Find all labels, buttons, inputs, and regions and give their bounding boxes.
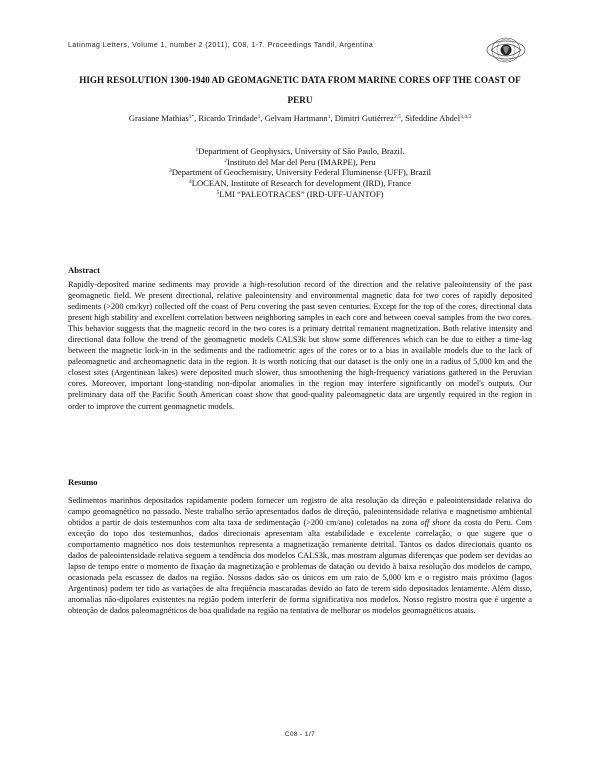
affiliation-text: Department of Geochemistry, University Federal Fluminense (UFF), Brazil: [171, 167, 432, 178]
author-list: Grasiane Mathias$^{1*}$, Ricardo Trindade$^1$, Gelvam Hartmann$^1$, Dimitri Gutiérrez$^{2,5}$, Sifeddine Abdel$^{3,4,5}$: [128, 113, 472, 123]
resumo-text-part1: Sedimentos marinhos depositados rapidamente podem fornecer um registro de alta resolução da direção e paleointensidade relativa do campo geomagnético no passado. Neste trabalho serão apresentados dados de direção, paleointensidade relativa e magnetismo ambiental obtidos a partir de dois testemunhos com alta taxa de sedimentação (>200 cm/ano) coletados na zona: [68, 496, 532, 528]
author-affiliation-mark: 1*: [188, 114, 195, 120]
affiliation-line: [68, 189, 532, 200]
author-name: Grasiane Mathias: [128, 113, 189, 123]
resumo-text: [68, 495, 532, 617]
affiliation-line: [68, 178, 532, 189]
affiliation-text: Instituto del Mar del Peru (IMARPE), Peru: [227, 156, 376, 167]
affiliation-list: [68, 146, 532, 200]
author-name: Ricardo Trindade: [198, 113, 258, 123]
author-name: Dimitri Gutiérrez: [334, 113, 394, 123]
author-affiliation-mark: 2,5: [393, 114, 401, 120]
affiliation-number: 5: [216, 189, 220, 196]
affiliation-number: 2: [224, 157, 228, 164]
affiliation-line: [68, 167, 532, 178]
affiliation-number: 3: [168, 168, 172, 175]
latinmag-logo-icon: [485, 36, 527, 64]
affiliation-number: 1: [195, 147, 199, 153]
resumo-text-part2: da costa do Peru. Com exceção do topo dos testemunhos, dados direcionais apresentam alta estabilidade e excelente correlação, o que sugere que o comportamento magnético nos dois testemunhos representa a magnetização remanente detrital. Tantos os dados direcionais quanto os dados de paleointensidade relativa seguem a tendência dos modelos CALS3k, mas mostram algumas diferenças que podem ser devidas ao lapso de tempo entre o momento de fixação da magnetização e problemas de datação ou devido à baixa resolução dos modelos de campo, ocasionada pela escassez de dados na região. Nossos dados são os únicos em um raio de 5,000 km e o registro mais próximo (lagos Argentinos) podem ter tido as variações de alta freqüência mascaradas devido ao fato de terem sido depositados lentamente. Além disso, anomalias não-dipolares existentes na região podem interferir de forma significativa nos modelos. Nosso registro mostra que é urgente a obtenção de dados paleomagnéticos de boa qualidade na região na tentativa de melhorar os modelos geomagnéticos atuais.: [68, 518, 532, 616]
author-affiliation-mark: 3,4,5: [460, 114, 472, 120]
resumo-italic-term: off shore: [420, 518, 451, 528]
affiliation-number: 4: [188, 179, 192, 186]
page-footer: C08 - 1/7: [284, 731, 316, 738]
author-affiliation-mark: 1: [327, 114, 331, 120]
abstract-heading: Abstract: [68, 265, 100, 275]
abstract-text: Rapidly-deposited marine sediments may provide a high-resolution record of the direction and the relative paleointensity of the past geomagnetic field. We present directional, relative paleointensity and environmental magnetic data for two cores of rapidly deposited sediments (>200 cm/kyr) collected off the coast of Peru covering the past seven centuries. Except for the top of the cores, directional data present high stability and excellent correlation between neighboring samples in each core and between coeval samples from the two cores. This behavior suggests that the magnetic record in the two cores is a primary detrital remanent magnetization. Both relative intensity and directional data follow the trend of the geomagnetic models CALS3k but show some differences which can be due to either a time-lag between the magnetic lock-in in the sediments and the radiometric ages of the cores or to a bias in available models due to the lack of paleomagnetic and archeomagnetic data in the region. It is worth noticing that our dataset is the only one in a radius of 5,000 km and the closest sites (Argentinean lakes) were deposited much slower, thus smoothening the high-frequency variations gathered in the Peruvian cores. Moreover, important long-standing non-dipolar anomalies in the region may interfere significantly on model's outputs. Our preliminary data off the Pacific South American coast show that good-quality paleomagnetic data are urgently required in the region in order to improve the current geomagnetic models.: [68, 280, 532, 411]
journal-header: Latinmag Letters, Volume 1, number 2 (2011), C08, 1-7. Proceedings Tandil, Argentina: [68, 42, 374, 49]
paper-title: HIGH RESOLUTION 1300-1940 AD GEOMAGNETIC DATA FROM MARINE CORES OFF THE COAST OF PERU: [79, 75, 521, 105]
affiliation-text: LMI “PALEOTRACES” (IRD-UFF-UANTOF): [219, 188, 384, 199]
resumo-heading: Resumo: [68, 477, 98, 487]
affiliation-text: LOCEAN, Institute of Research for development (IRD), France: [191, 178, 412, 189]
affiliation-line: [68, 157, 532, 168]
author-name: Gelvam Hartmann: [264, 113, 328, 123]
author-name: Sifeddine Abdel: [405, 113, 461, 123]
affiliation-line: [68, 146, 532, 157]
affiliation-text: Department of Geophysics, University of São Paulo, Brazil.: [198, 146, 405, 156]
author-affiliation-mark: 1: [257, 114, 261, 120]
